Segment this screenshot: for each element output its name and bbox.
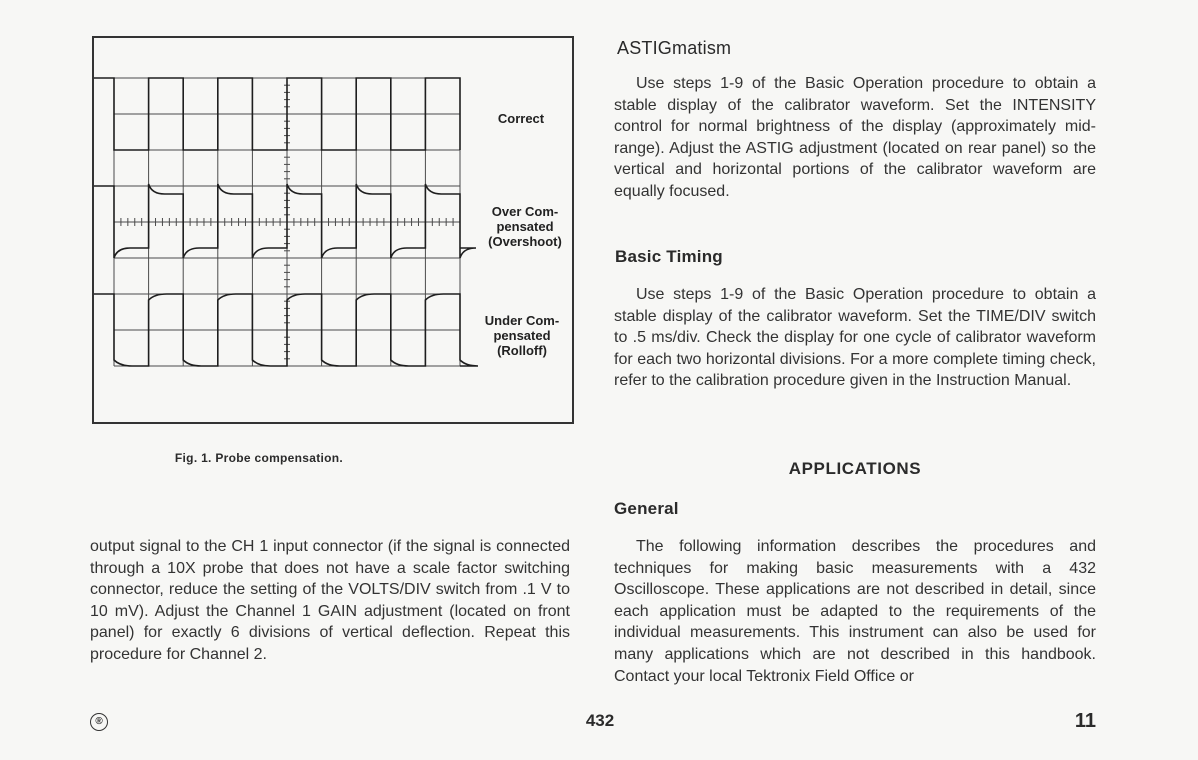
page-number: 11: [1074, 710, 1096, 732]
footer-model-number: 432: [585, 711, 615, 730]
label-correct: Correct: [497, 111, 545, 126]
left-paragraph: output signal to the CH 1 input connector (if the signal is connected through a 10X probe that does not have a scale factor switching connector, reduce the setting of the VOLTS/DIV switch from .1 V to 10 mV). Adjust the Channel 1 GAIN adjustment (located on front panel) for exactly 6 divisions of vertical deflection. Repeat this procedure for Channel 2.: [90, 538, 570, 663]
astig-heading: ASTIGmatism: [617, 38, 732, 58]
tektronix-logo-icon: ®: [90, 713, 108, 731]
astig-paragraph: Use steps 1-9 of the Basic Operation procedure to obtain a stable display of the calibrator waveform. Set the INTENSITY control for normal brightness of the display (approximately mid-range). Adjust the ASTIG adjustment (located on rear panel) so the vertical and horizontal portions of the calibrator waveform are equally focused.: [614, 75, 1096, 200]
figure-caption: Fig. 1. Probe compensation.: [174, 451, 344, 465]
probe-compensation-figure: [92, 36, 574, 424]
applications-heading: APPLICATIONS: [788, 459, 922, 478]
general-heading: General: [614, 499, 679, 518]
general-paragraph: The following information describes the procedures and techniques for making basic measurements with a 432 Oscilloscope. These applications are not described in detail, since each application must be adapted to the requirements of the individual measurements. This instrument can also be used for many applications which are not described in this handbook. Contact your local Tektronix Field Office or: [614, 538, 1096, 685]
label-over-compensated: Over Com- pensated (Overshoot): [488, 204, 562, 249]
basic-timing-paragraph: Use steps 1-9 of the Basic Operation procedure to obtain a stable display of the calibrator waveform. Set the TIME/DIV switch to .5 ms/div. Check the display for one cycle of calibrator waveform for each two horizontal divisions. For a more complete timing check, refer to the calibration procedure given in the Instruction Manual.: [614, 286, 1096, 390]
label-under-compensated: Under Com- pensated (Rolloff): [484, 313, 560, 358]
basic-timing-heading: Basic Timing: [615, 247, 723, 266]
